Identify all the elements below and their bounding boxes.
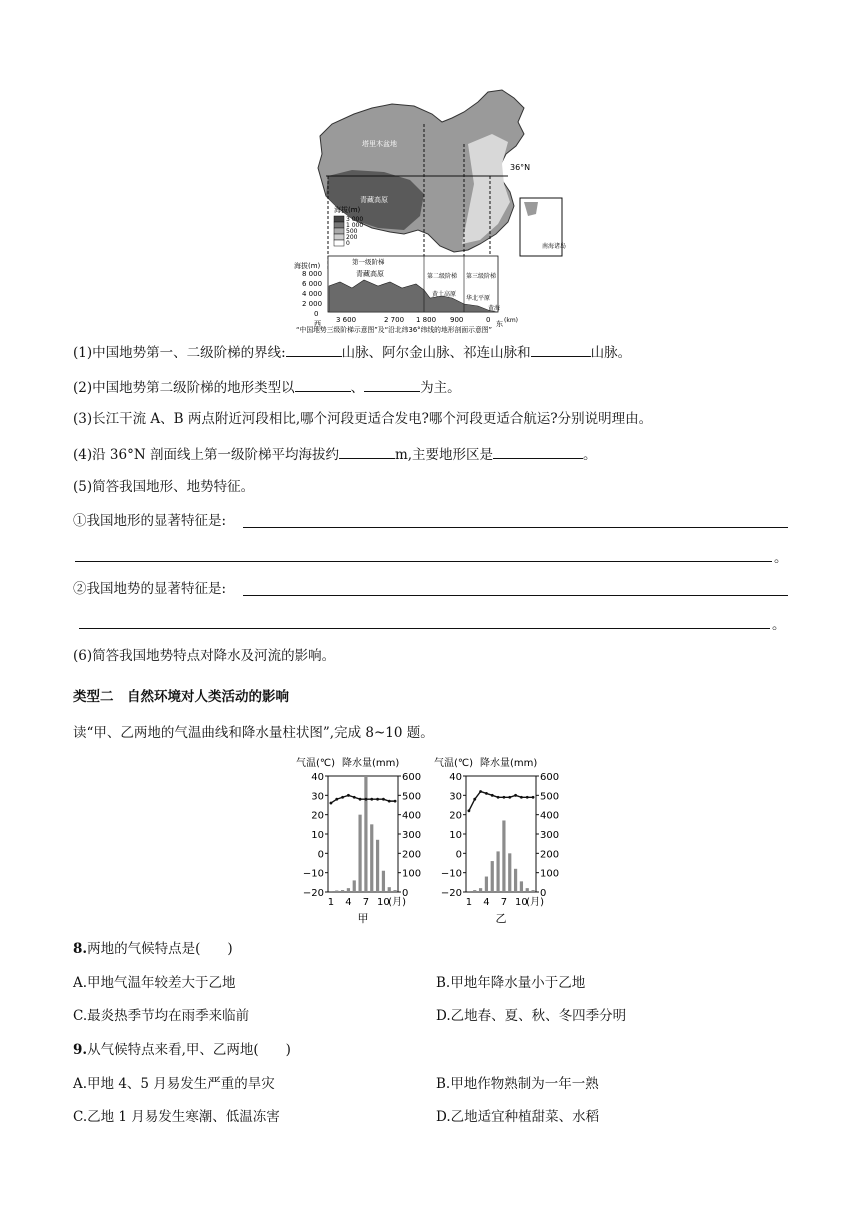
precipitation-bar bbox=[491, 861, 494, 892]
y-left-tick-label: 30 bbox=[311, 791, 324, 803]
temperature-point bbox=[382, 798, 385, 801]
y-left-tick-label: −10 bbox=[440, 868, 462, 880]
region-label: 塔里木盆地 bbox=[362, 140, 397, 148]
x-tick-label: 4 bbox=[483, 897, 490, 908]
chart-title: 乙 bbox=[495, 912, 507, 925]
profile-x-tick: 2 700 bbox=[384, 316, 405, 324]
answer-blank[interactable] bbox=[339, 444, 395, 459]
step-label: 第三级阶梯 bbox=[466, 273, 497, 280]
temperature-point bbox=[532, 796, 535, 799]
profile-x-tick: 0 bbox=[486, 316, 491, 324]
y-right-tick-label: 300 bbox=[540, 830, 560, 841]
y-right-tick-label: 500 bbox=[540, 791, 560, 803]
precipitation-bar bbox=[364, 776, 367, 892]
profile-axis-title: 海拔(m) bbox=[294, 262, 321, 270]
y-right-tick-label: 0 bbox=[540, 888, 547, 899]
lat-label: 36°N bbox=[510, 163, 531, 172]
step-label: 第一级阶梯 bbox=[352, 258, 385, 266]
temperature-point bbox=[370, 798, 373, 801]
x-tick-label: 1 bbox=[465, 897, 473, 908]
answer-blank[interactable] bbox=[493, 444, 583, 459]
temperature-point bbox=[341, 796, 344, 799]
temperature-point bbox=[508, 796, 511, 799]
precipitation-bar bbox=[335, 890, 338, 892]
precipitation-bar bbox=[393, 890, 396, 892]
answer-blank[interactable] bbox=[531, 342, 591, 357]
temperature-point bbox=[353, 796, 356, 799]
precipitation-bar bbox=[502, 820, 505, 892]
y-left-tick-label: 10 bbox=[311, 830, 324, 841]
option-d[interactable]: D.乙地春、夏、秋、冬四季分明 bbox=[436, 1008, 627, 1024]
precipitation-bar bbox=[347, 888, 350, 892]
section-heading: 类型二 自然环境对人类活动的影响 bbox=[73, 689, 289, 705]
profile-y-tick: 2 000 bbox=[302, 300, 323, 308]
y-left-tick-label: 0 bbox=[317, 849, 324, 861]
answer-line[interactable] bbox=[75, 561, 772, 562]
climate-chart-yi bbox=[434, 754, 574, 930]
svg-text:0: 0 bbox=[346, 240, 350, 247]
chart-title: 甲 bbox=[357, 912, 369, 925]
precipitation-bar bbox=[467, 891, 470, 892]
question-9: 9.从气候特点来看,甲、乙两地( ) bbox=[73, 1042, 291, 1058]
precipitation-bar bbox=[353, 880, 356, 892]
precipitation-bar bbox=[341, 890, 344, 892]
precipitation-bar bbox=[329, 891, 332, 892]
option-c[interactable]: C.最炎热季节均在雨季来临前 bbox=[73, 1008, 250, 1024]
legend-title: 海拔(m) bbox=[334, 206, 361, 214]
y-right-tick-label: 100 bbox=[402, 868, 422, 880]
question-1: (1)中国地势第一、二级阶梯的界线: 山脉、阿尔金山脉、祁连山脉和 山脉。 bbox=[73, 342, 631, 362]
plot-frame bbox=[328, 776, 398, 892]
y-left-tick-label: −10 bbox=[302, 868, 324, 880]
temperature-point bbox=[394, 800, 397, 803]
precipitation-bar bbox=[485, 877, 488, 892]
temperature-point bbox=[503, 796, 506, 799]
answer-blank[interactable] bbox=[364, 377, 420, 392]
temperature-point bbox=[520, 796, 523, 799]
profile-region-label: 青藏高原 bbox=[356, 270, 384, 278]
profile-east: 东 bbox=[496, 320, 503, 328]
profile-y-tick: 4 000 bbox=[302, 290, 323, 298]
temperature-line bbox=[331, 795, 395, 803]
profile-y-tick: 6 000 bbox=[302, 280, 323, 288]
temperature-point bbox=[330, 802, 333, 805]
svg-text:3 000: 3 000 bbox=[346, 216, 364, 223]
y-right-label: 降水量(mm) bbox=[480, 758, 538, 769]
elevation-legend bbox=[334, 216, 363, 247]
precipitation-bar bbox=[514, 869, 517, 892]
y-right-tick-label: 400 bbox=[540, 810, 560, 822]
question-3: (3)长江干流 A、B 两点附近河段相比,哪个河段更适合发电?哪个河段更适合航运?分别说明理由。 bbox=[73, 411, 653, 427]
precipitation-bar bbox=[479, 888, 482, 892]
map-figure bbox=[292, 84, 582, 334]
temperature-point bbox=[514, 794, 517, 797]
option-c[interactable]: C.乙地 1 月易发生寒潮、低温冻害 bbox=[73, 1109, 280, 1125]
y-left-label: 气温(℃) bbox=[296, 758, 336, 769]
y-right-tick-label: 600 bbox=[540, 772, 560, 783]
profile-x-unit: (km) bbox=[504, 317, 519, 324]
precipitation-bar bbox=[370, 824, 373, 892]
x-unit-label: (月) bbox=[526, 897, 544, 908]
plot-frame bbox=[466, 776, 536, 892]
answer-line[interactable] bbox=[243, 527, 788, 528]
precipitation-bar bbox=[520, 881, 523, 892]
region-label: 青藏高原 bbox=[360, 196, 388, 204]
period-mark: 。 bbox=[772, 617, 786, 633]
temperature-point bbox=[335, 798, 338, 801]
map-caption: “中国地势三级阶梯示意图”及“沿北纬36°纬线的地形剖面示意图” bbox=[296, 326, 493, 334]
temperature-point bbox=[473, 798, 476, 801]
option-a[interactable]: A.甲地气温年较差大于乙地 bbox=[73, 975, 236, 991]
question-4: (4)沿 36°N 剖面线上第一级阶梯平均海拔约 m,主要地形区是 。 bbox=[73, 444, 597, 464]
step-label: 第二级阶梯 bbox=[427, 273, 458, 280]
temperature-point bbox=[347, 794, 350, 797]
question-5-1: ①我国地形的显著特征是: bbox=[73, 513, 227, 529]
option-b[interactable]: B.甲地年降水量小于乙地 bbox=[436, 975, 586, 991]
y-left-tick-label: 10 bbox=[449, 830, 462, 841]
y-left-tick-label: 30 bbox=[449, 791, 462, 803]
y-left-tick-label: −20 bbox=[302, 888, 324, 899]
question-8: 8.两地的气候特点是( ) bbox=[73, 941, 233, 957]
y-left-label: 气温(℃) bbox=[434, 758, 474, 769]
x-tick-label: 7 bbox=[362, 897, 370, 908]
y-left-tick-label: 20 bbox=[311, 810, 324, 822]
precipitation-bar bbox=[496, 851, 499, 892]
x-tick-label: 1 bbox=[327, 897, 335, 908]
profile-x-tick: 3 600 bbox=[336, 316, 357, 324]
precipitation-bar bbox=[508, 853, 511, 892]
profile-region-label: 华北平原 bbox=[466, 295, 491, 302]
inset-label: 南海诸岛 bbox=[542, 243, 567, 250]
profile-x-tick: 1 800 bbox=[416, 316, 437, 324]
y-left-tick-label: 40 bbox=[311, 772, 324, 783]
y-left-tick-label: −20 bbox=[440, 888, 462, 899]
svg-text:200: 200 bbox=[346, 234, 358, 241]
y-right-tick-label: 300 bbox=[402, 830, 422, 841]
y-right-tick-label: 200 bbox=[402, 849, 422, 861]
precipitation-bar bbox=[473, 890, 476, 892]
profile-y-tick: 8 000 bbox=[302, 270, 323, 278]
temperature-point bbox=[468, 809, 471, 812]
temperature-point bbox=[485, 792, 488, 795]
x-tick-label: 7 bbox=[500, 897, 508, 908]
period-mark: 。 bbox=[774, 550, 788, 566]
x-tick-label: 4 bbox=[345, 897, 352, 908]
temperature-point bbox=[526, 796, 529, 799]
precipitation-bar bbox=[358, 815, 361, 892]
y-right-tick-label: 200 bbox=[540, 849, 560, 861]
section-intro: 读“甲、乙两地的气温曲线和降水量柱状图”,完成 8~10 题。 bbox=[73, 725, 434, 741]
profile-west: 西 bbox=[314, 320, 321, 328]
question-6: (6)简答我国地势特点对降水及河流的影响。 bbox=[73, 648, 336, 664]
svg-text:500: 500 bbox=[346, 228, 358, 235]
svg-text:1 000: 1 000 bbox=[346, 222, 364, 229]
precipitation-bar bbox=[531, 890, 534, 892]
y-left-tick-label: 0 bbox=[455, 849, 462, 861]
question-5: (5)简答我国地形、地势特征。 bbox=[73, 479, 255, 495]
temperature-point bbox=[376, 798, 379, 801]
temperature-line bbox=[469, 791, 533, 810]
y-right-tick-label: 400 bbox=[402, 810, 422, 822]
profile-sea-label: 黄海 bbox=[488, 305, 501, 312]
answer-blank[interactable] bbox=[295, 377, 351, 392]
y-right-tick-label: 0 bbox=[402, 888, 409, 899]
option-a[interactable]: A.甲地 4、5 月易发生严重的旱灾 bbox=[73, 1076, 275, 1092]
climate-chart-jia bbox=[296, 754, 436, 930]
y-right-tick-label: 100 bbox=[540, 868, 560, 880]
x-tick-label: 10 bbox=[515, 897, 528, 908]
profile-y-tick: 0 bbox=[314, 310, 319, 318]
question-2: (2)中国地势第二级阶梯的地形类型以 、 为主。 bbox=[73, 377, 461, 397]
temperature-point bbox=[497, 796, 500, 799]
temperature-point bbox=[491, 794, 494, 797]
y-right-tick-label: 500 bbox=[402, 791, 422, 803]
y-left-tick-label: 20 bbox=[449, 810, 462, 822]
answer-line[interactable] bbox=[243, 595, 788, 596]
option-d[interactable]: D.乙地适宜种植甜菜、水稻 bbox=[436, 1109, 600, 1125]
precipitation-bar bbox=[382, 871, 385, 892]
profile-region-label: 黄土高原 bbox=[432, 291, 457, 298]
option-b[interactable]: B.甲地作物熟制为一年一熟 bbox=[436, 1076, 599, 1092]
temperature-point bbox=[365, 798, 368, 801]
question-5-2: ②我国地势的显著特征是: bbox=[73, 581, 227, 597]
y-right-label: 降水量(mm) bbox=[342, 758, 400, 769]
y-left-tick-label: 40 bbox=[449, 772, 462, 783]
x-tick-label: 10 bbox=[377, 897, 390, 908]
answer-blank[interactable] bbox=[286, 342, 342, 357]
temperature-point bbox=[479, 790, 482, 793]
precipitation-bar bbox=[526, 888, 529, 892]
temperature-point bbox=[388, 800, 391, 803]
precipitation-bar bbox=[376, 840, 379, 892]
precipitation-bar bbox=[388, 887, 391, 892]
y-right-tick-label: 600 bbox=[402, 772, 422, 783]
x-unit-label: (月) bbox=[388, 897, 406, 908]
temperature-point bbox=[359, 798, 362, 801]
answer-line[interactable] bbox=[79, 628, 770, 629]
profile-x-tick: 900 bbox=[450, 316, 464, 324]
